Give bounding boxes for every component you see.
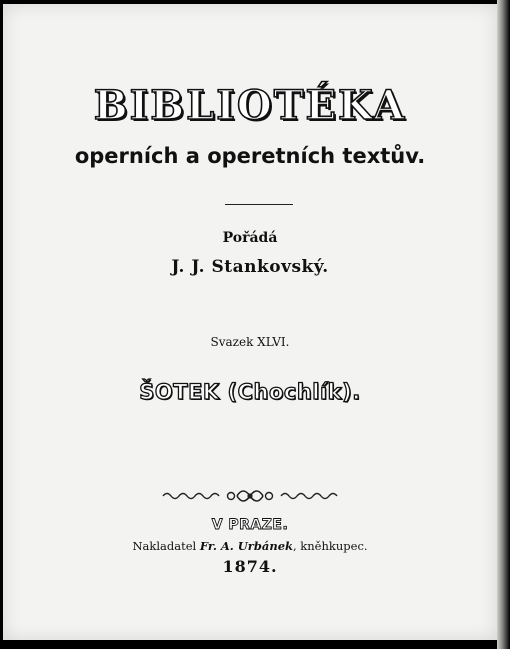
publisher-name: Fr. A. Urbánek — [199, 539, 293, 553]
publisher-suffix: , kněhkupec. — [293, 539, 368, 553]
series-subtitle: operních a operetních textův. — [74, 144, 426, 168]
publication-place: V PRAZE. — [211, 517, 289, 533]
publisher-line — [3, 539, 497, 553]
work-title: ŠOTEK (Chochlík). — [139, 380, 361, 404]
publication-year: 1874. — [222, 557, 278, 576]
divider-rule — [225, 204, 293, 205]
publisher-prefix: Nakladatel — [132, 539, 197, 553]
editor-name: J. J. Stankovský. — [171, 257, 329, 277]
editor-label: Pořádá — [222, 230, 278, 246]
book-spine-edge — [497, 0, 510, 649]
volume-number: Svazek XLVI. — [210, 335, 290, 349]
title-page — [3, 4, 497, 640]
series-title: BIBLIOTÉKA — [93, 82, 407, 129]
ornament-divider-icon — [161, 484, 339, 508]
